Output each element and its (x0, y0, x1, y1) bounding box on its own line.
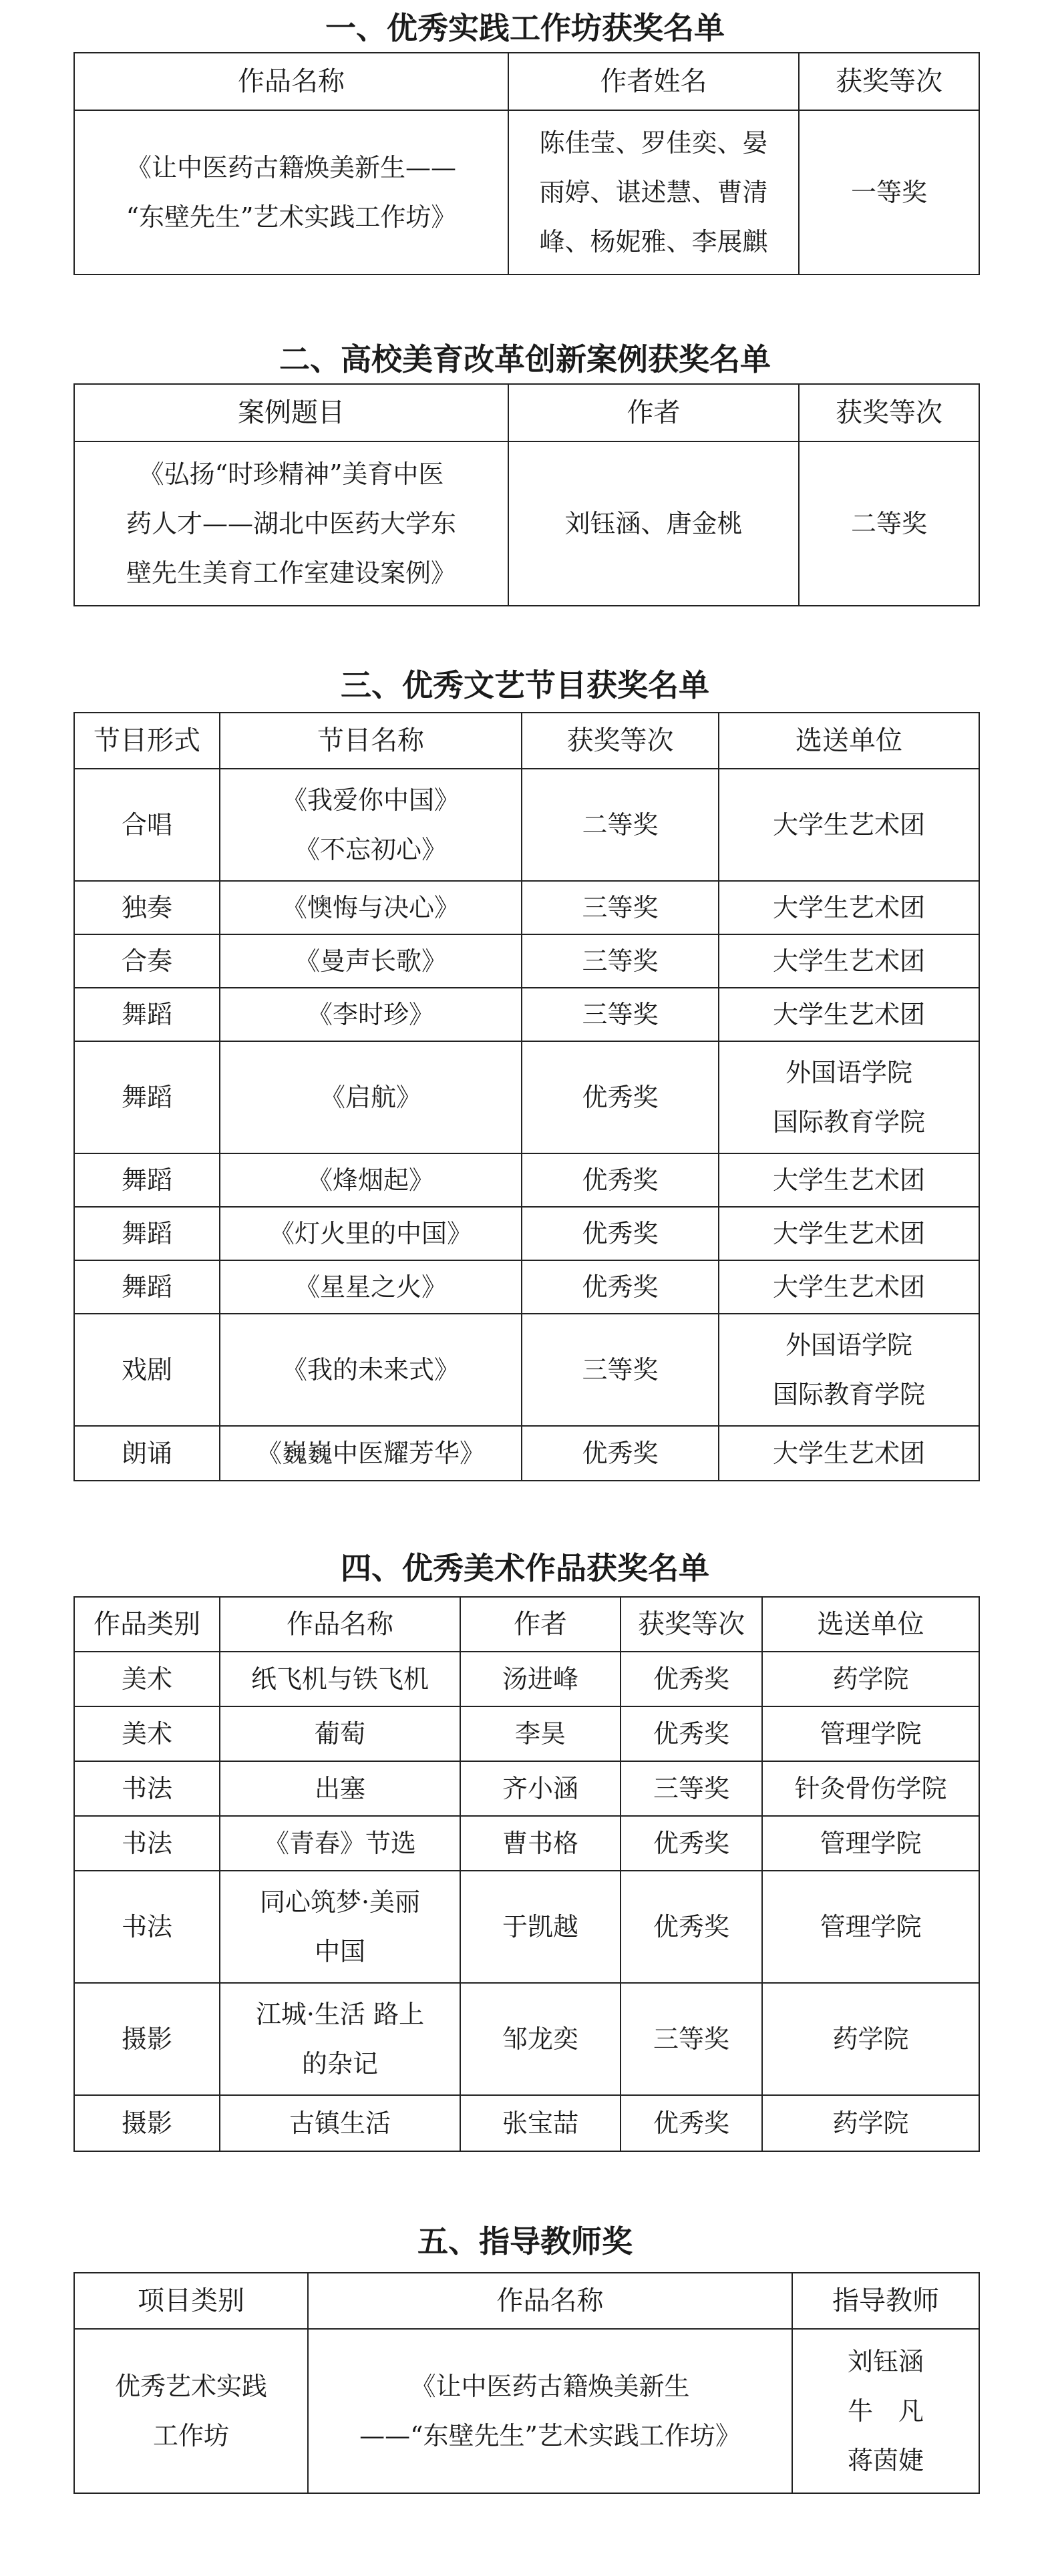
table-row (74, 1153, 979, 1207)
table-performances (73, 712, 980, 1481)
award-cell: 三等奖 (621, 1761, 762, 1816)
award-cell: 优秀奖 (621, 1652, 762, 1706)
work-name-cell: 《让中医药古籍焕美新生 ——“东壁先生”艺术实践工作坊》 (308, 2329, 792, 2493)
author-cell: 张宝喆 (460, 2095, 621, 2151)
award-cell: 优秀奖 (522, 1207, 719, 1260)
category-cell: 书法 (74, 1761, 220, 1816)
program-name-cell: 《懊悔与决心》 (220, 881, 522, 934)
table-row (74, 1426, 979, 1481)
table-row (74, 1816, 979, 1871)
program-name-cell: 《我的未来式》 (220, 1314, 522, 1426)
unit-cell: 大学生艺术团 (719, 1207, 979, 1260)
header-program-name: 节目名称 (220, 713, 522, 769)
award-cell: 优秀奖 (621, 2095, 762, 2151)
table-row (74, 881, 979, 934)
work-name-cell: 古镇生活 (220, 2095, 460, 2151)
header-work-name: 作品名称 (220, 1597, 460, 1652)
unit-cell: 大学生艺术团 (719, 769, 979, 881)
form-cell: 舞蹈 (74, 988, 220, 1041)
author-cell: 齐小涵 (460, 1761, 621, 1816)
header-award-level: 获奖等次 (522, 713, 719, 769)
header-award-level: 获奖等次 (799, 53, 979, 110)
form-cell: 合奏 (74, 934, 220, 988)
header-case-title: 案例题目 (74, 384, 508, 441)
table-row (74, 934, 979, 988)
table-row (74, 1871, 979, 1983)
work-name-cell: 纸飞机与铁飞机 (220, 1652, 460, 1706)
author-cell: 于凯越 (460, 1871, 621, 1983)
form-cell: 独奏 (74, 881, 220, 934)
header-work-name: 作品名称 (308, 2273, 792, 2329)
table-row (74, 1652, 979, 1706)
unit-cell: 大学生艺术团 (719, 934, 979, 988)
work-name-cell: 出塞 (220, 1761, 460, 1816)
table-row (74, 1761, 979, 1816)
header-unit: 选送单位 (762, 1597, 979, 1652)
unit-cell: 大学生艺术团 (719, 988, 979, 1041)
header-award-level: 获奖等次 (621, 1597, 762, 1652)
unit-cell: 大学生艺术团 (719, 881, 979, 934)
unit-cell: 药学院 (762, 1983, 979, 2095)
header-project-category: 项目类别 (74, 2273, 308, 2329)
award-cell: 优秀奖 (522, 1260, 719, 1314)
author-cell: 陈佳莹、罗佳奕、晏 雨婷、谌述慧、曹清 峰、杨妮雅、李展麒 (508, 110, 799, 274)
header-author: 作者 (508, 384, 799, 441)
table-artworks (73, 1596, 980, 2152)
table-row (74, 1983, 979, 2095)
work-name-cell: 江城·生活 路上 的杂记 (220, 1983, 460, 2095)
header-instructor: 指导教师 (792, 2273, 979, 2329)
award-cell: 二等奖 (799, 441, 979, 606)
section-3-title: 三、优秀文艺节目获奖名单 (341, 667, 709, 703)
section-4-title: 四、优秀美术作品获奖名单 (341, 1550, 709, 1586)
author-cell: 刘钰涵、唐金桃 (508, 441, 799, 606)
header-program-form: 节目形式 (74, 713, 220, 769)
work-name-cell: 《让中医药古籍焕美新生—— “东壁先生”艺术实践工作坊》 (74, 110, 508, 274)
header-author-name: 作者姓名 (508, 53, 799, 110)
program-name-cell: 《星星之火》 (220, 1260, 522, 1314)
unit-cell: 外国语学院 国际教育学院 (719, 1041, 979, 1153)
header-unit: 选送单位 (719, 713, 979, 769)
program-name-cell: 《我爱你中国》 《不忘初心》 (220, 769, 522, 881)
unit-cell: 大学生艺术团 (719, 1260, 979, 1314)
category-cell: 书法 (74, 1816, 220, 1871)
work-name-cell: 《青春》节选 (220, 1816, 460, 1871)
program-name-cell: 《烽烟起》 (220, 1153, 522, 1207)
table-row (74, 110, 979, 274)
form-cell: 戏剧 (74, 1314, 220, 1426)
section-1-title: 一、优秀实践工作坊获奖名单 (325, 10, 725, 46)
section-2-title: 二、高校美育改革创新案例获奖名单 (279, 341, 771, 377)
award-cell: 优秀奖 (621, 1706, 762, 1761)
unit-cell: 针灸骨伤学院 (762, 1761, 979, 1816)
table-row (74, 1041, 979, 1153)
header-award-level: 获奖等次 (799, 384, 979, 441)
header-category: 作品类别 (74, 1597, 220, 1652)
table-row (74, 1260, 979, 1314)
unit-cell: 药学院 (762, 2095, 979, 2151)
form-cell: 舞蹈 (74, 1260, 220, 1314)
table-row (74, 1314, 979, 1426)
header-work-name: 作品名称 (74, 53, 508, 110)
author-cell: 曹书格 (460, 1816, 621, 1871)
work-name-cell: 葡萄 (220, 1706, 460, 1761)
award-cell: 三等奖 (522, 988, 719, 1041)
program-name-cell: 《曼声长歌》 (220, 934, 522, 988)
form-cell: 朗诵 (74, 1426, 220, 1481)
award-cell: 优秀奖 (621, 1816, 762, 1871)
form-cell: 舞蹈 (74, 1153, 220, 1207)
author-cell: 李昊 (460, 1706, 621, 1761)
category-cell: 书法 (74, 1871, 220, 1983)
program-name-cell: 《李时珍》 (220, 988, 522, 1041)
table-row (74, 441, 979, 606)
table-instructors (73, 2272, 980, 2494)
table-row (74, 2329, 979, 2493)
award-cell: 优秀奖 (522, 1153, 719, 1207)
form-cell: 合唱 (74, 769, 220, 881)
table-row (74, 2095, 979, 2151)
unit-cell: 外国语学院 国际教育学院 (719, 1314, 979, 1426)
table-row (74, 1207, 979, 1260)
category-cell: 美术 (74, 1652, 220, 1706)
form-cell: 舞蹈 (74, 1207, 220, 1260)
unit-cell: 药学院 (762, 1652, 979, 1706)
category-cell: 美术 (74, 1706, 220, 1761)
section-5-title: 五、指导教师奖 (417, 2223, 633, 2259)
award-cell: 三等奖 (522, 881, 719, 934)
unit-cell: 管理学院 (762, 1816, 979, 1871)
table-row (74, 1706, 979, 1761)
instructor-cell: 刘钰涵 牛 凡 蒋茵婕 (792, 2329, 979, 2493)
award-cell: 优秀奖 (522, 1426, 719, 1481)
author-cell: 汤进峰 (460, 1652, 621, 1706)
header-author: 作者 (460, 1597, 621, 1652)
unit-cell: 管理学院 (762, 1706, 979, 1761)
category-cell: 摄影 (74, 2095, 220, 2151)
award-cell: 优秀奖 (621, 1871, 762, 1983)
form-cell: 舞蹈 (74, 1041, 220, 1153)
table-row (74, 988, 979, 1041)
award-cell: 二等奖 (522, 769, 719, 881)
table-practice-workshop (73, 52, 980, 275)
program-name-cell: 《启航》 (220, 1041, 522, 1153)
work-name-cell: 同心筑梦·美丽 中国 (220, 1871, 460, 1983)
program-name-cell: 《巍巍中医耀芳华》 (220, 1426, 522, 1481)
unit-cell: 大学生艺术团 (719, 1153, 979, 1207)
program-name-cell: 《灯火里的中国》 (220, 1207, 522, 1260)
author-cell: 邹龙奕 (460, 1983, 621, 2095)
unit-cell: 管理学院 (762, 1871, 979, 1983)
award-cell: 一等奖 (799, 110, 979, 274)
unit-cell: 大学生艺术团 (719, 1426, 979, 1481)
award-cell: 三等奖 (522, 1314, 719, 1426)
category-cell: 摄影 (74, 1983, 220, 2095)
award-cell: 三等奖 (621, 1983, 762, 2095)
project-category-cell: 优秀艺术实践 工作坊 (74, 2329, 308, 2493)
award-cell: 三等奖 (522, 934, 719, 988)
table-reform-cases (73, 383, 980, 606)
table-row (74, 769, 979, 881)
case-title-cell: 《弘扬“时珍精神”美育中医 药人才——湖北中医药大学东 壁先生美育工作室建设案例》 (74, 441, 508, 606)
award-cell: 优秀奖 (522, 1041, 719, 1153)
